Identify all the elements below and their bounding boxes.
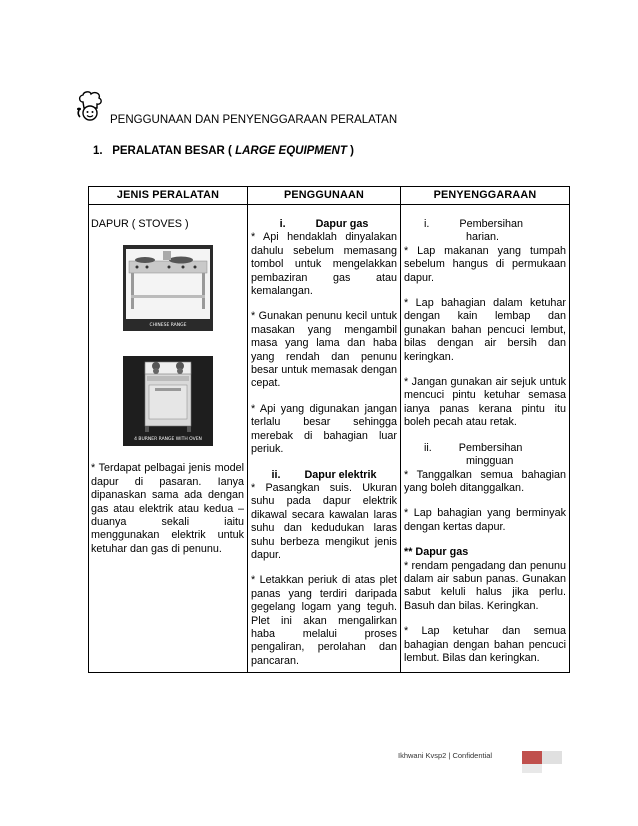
header-jenis: JENIS PERALATAN xyxy=(89,187,248,205)
footer-accent-bar xyxy=(522,751,542,764)
document-title: PENGGUNAAN DAN PENYENGGARAAN PERALATAN xyxy=(110,114,398,126)
header-penggunaan: PENGGUNAAN xyxy=(248,187,401,205)
chef-icon xyxy=(74,90,106,122)
footer-bar xyxy=(522,764,542,773)
usage-paragraph: * Letakkan periuk di atas plet panas yang terdiri daripada gegelang logam yang teguh. Plet ini akan mengalirkan haba melalui proses pengaliran, perolahan dan pancaran. xyxy=(251,574,397,667)
equipment-name: DAPUR ( STOVES ) xyxy=(91,218,189,230)
maintenance-paragraph: * Lap bahagian yang berminyak dengan kertas dapur. xyxy=(404,507,566,533)
maintenance-paragraph: * Lap bahagian dalam ketuhar dengan kain lembap dan gunakan bahan pencuci lembut, bilas dengan air bersih dan keringkan. xyxy=(404,297,566,363)
section-text: PERALATAN BESAR ( xyxy=(112,145,232,157)
usage-paragraph: * Api hendaklah dinyalakan dahulu sebelum memasang tombol untuk mengelakkan pembaziran gas atau kemalangan. xyxy=(251,231,397,298)
maintenance-paragraph: * Jangan gunakan air sejuk untuk mencuci pintu ketuhar semasa ianya panas kerana pintu itu boleh pecah atau retak. xyxy=(404,376,566,429)
four-burner-label: 4 BURNER RANGE WITH OVEN xyxy=(133,437,202,443)
usage-paragraph: * Pasangkan suis. Ukuran suhu pada dapur elektrik dikawal secara kawalan laras suhu dan kedudukan laras suhu berbeza mengikut jenis dapur. xyxy=(251,481,397,561)
cell-penyenggaraan xyxy=(401,205,570,673)
subheading-harian: i. Pembersihan harian. xyxy=(424,218,524,244)
section-number: 1. xyxy=(93,145,103,157)
maintenance-paragraph: * Lap makanan yang tumpah sebelum hangus di permukaan dapur. xyxy=(404,244,566,284)
section-italic: LARGE EQUIPMENT xyxy=(235,145,347,157)
subheading-dapur-gas: i. Dapur gas xyxy=(279,218,369,230)
section-heading xyxy=(93,145,354,157)
usage-paragraph: * Gunakan penunu kecil untuk masakan yang mengambil masa yang lama dan haba yang rendah dan penunu besar untuk memasak dengan cepat. xyxy=(251,310,397,390)
subheading-dapur-elektrik: ii. Dapur elektrik xyxy=(271,468,377,481)
cell-penggunaan xyxy=(248,205,401,673)
maintenance-paragraph: * rendam pengadang dan penunu dalam air sabun panas. Gunakan sabut keluli halus jika perlu. Basuh dan bilas. Keringkan. xyxy=(404,559,566,612)
footer-text: Ikhwani Kvsp2 | Confidential xyxy=(398,751,493,760)
subheading-dapur-gas-maint: ** Dapur gas xyxy=(404,546,469,559)
table-row xyxy=(89,205,570,673)
four-burner-oven-image xyxy=(123,356,213,446)
chinese-range-image xyxy=(123,245,213,331)
usage-paragraph: * Api yang digunakan jangan terlalu besar sehingga merebak di bahagian luar periuk. xyxy=(251,402,397,456)
maintenance-paragraph: * Lap ketuhar dan semua bahagian dengan bahan pencuci lembut. Bilas dan keringkan. xyxy=(404,625,566,664)
footer-bar xyxy=(542,751,562,764)
maintenance-paragraph: * Tanggalkan semua bahagian yang boleh ditanggalkan. xyxy=(404,468,566,494)
section-close: ) xyxy=(350,145,354,157)
cell-jenis xyxy=(89,205,248,673)
table-header-row xyxy=(89,187,570,205)
equipment-table xyxy=(88,186,570,673)
equipment-note: * Terdapat pelbagai jenis model dapur di pasaran. Ianya dipanaskan sama ada dengan gas atau elektrik atau kedua – duanya sekali iaitu menggunakan elektrik untuk ketuhar dan gas di penunu. xyxy=(91,462,244,555)
chinese-range-label: CHINESE RANGE xyxy=(149,323,186,329)
header-penyenggaraan: PENYENGGARAAN xyxy=(401,187,570,205)
subheading-mingguan: ii. Pembersihan mingguan xyxy=(424,441,523,468)
